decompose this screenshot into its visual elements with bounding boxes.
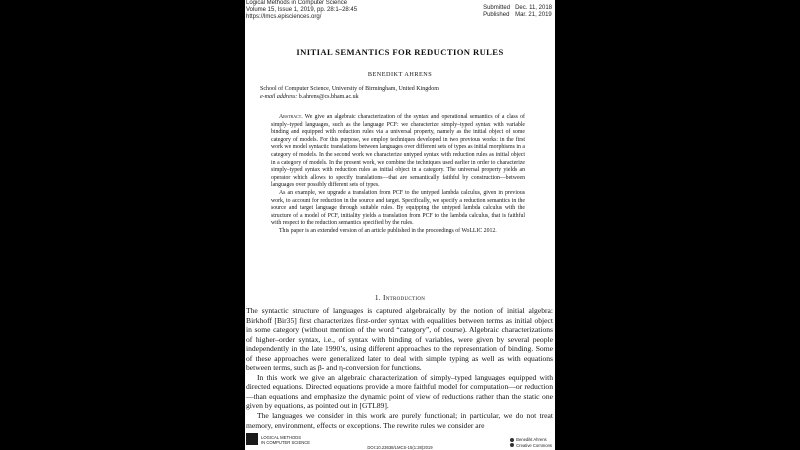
body-text [246, 306, 553, 430]
section-title: Introduction [383, 293, 426, 302]
body-paragraph-1: The syntactic structure of languages is captured algebraically by the notion of initial algebra: Birkhoff [Bir35] first characterizes first-order syntax with equalities between terms as initial object in some category (without mention of the word “category”, of course). Algebraic characterizations of higher–order syntax, i.e., of syntax with binding of variables, were given by several people independently in the late 1990’s, using different approaches to the representation of binding. Some of these approaches were generalized later to deal with simple typing as well as with equations between terms, such as β- and η-conversion for functions. [246, 306, 553, 373]
journal-name: Logical Methods in Computer Science [246, 0, 348, 6]
logo-text [261, 435, 310, 445]
email-address[interactable]: b.ahrens@cs.bham.ac.uk [298, 93, 359, 100]
dates-block [478, 5, 552, 19]
abstract [271, 114, 525, 236]
body-paragraph-3: The languages we consider in this work are purely functional; in particular, we do not treat memory, environment, effects or exceptions. The rewrite rules we consider are [246, 411, 553, 430]
license-block [510, 437, 552, 448]
body-paragraph-2: In this work we give an algebraic characterization of simply–typed languages equipped with directed equations. Directed equations provide a more faithful model for computation—or reduction—than equations and emphasize the dynamic point of view of reductions rather than the static one given by equations, as pointed out in [GTL89]. [246, 372, 553, 411]
abstract-paragraph-3: This paper is an extended version of an article published in the proceedings of WoLLIC 2012. [279, 227, 497, 234]
email-label: e-mail address: [260, 93, 298, 100]
section-number: 1. [374, 293, 381, 302]
submitted-label: Submitted [483, 5, 511, 11]
doi[interactable]: DOI:10.23638/LMCS-15(1:28)2019 [367, 445, 433, 450]
paper-title: INITIAL SEMANTICS FOR REDUCTION RULES [296, 47, 504, 57]
journal-header [246, 0, 357, 21]
abstract-text-1: We give an algebraic characterization of the syntax and operational semantics of a class of simply–typed languages, such as the language PCF: we characterize simply–typed syntax with variable binding and equipped with reduction rules via a universal property, namely as the initial object of some category of models. For this purpose, we employ techniques developed in two previous works: in the first work we model syntactic translations between languages over different sets of types as initial morphisms in a category of models. In the second work we characterize untyped syntax with reduction rules as initial object in a category of models. In the present work, we combine the techniques used earlier in order to characterize simply–typed syntax with reduction rules as initial object in a category. The universal property yields an operator which allows to specify translations—that are semantically faithful by construction—between languages over possibly different sets of types. [271, 114, 525, 189]
email-line [260, 94, 439, 102]
lmcs-logo-icon [246, 433, 258, 445]
paper-author: BENEDIKT AHRENS [367, 71, 433, 78]
page-footer [245, 432, 555, 450]
journal-volume: Volume 15, Issue 1, 2019, pp. 28:1–28:45 [246, 7, 358, 13]
affiliation-block [260, 86, 439, 101]
footer-license[interactable]: Creative Commons [510, 443, 552, 449]
cc-by-icon [510, 438, 514, 442]
logo-line-2: IN COMPUTER SCIENCE [261, 440, 311, 445]
abstract-label: Abstract. [279, 114, 303, 120]
submitted-date: Dec. 11, 2018 [515, 5, 552, 11]
published-label: Published [483, 12, 510, 18]
paper-page [245, 0, 555, 450]
abstract-paragraph-1 [271, 114, 525, 190]
section-heading [245, 293, 555, 302]
footer-author: Benedikt Ahrens [510, 437, 552, 443]
abstract-paragraph-2: As an example, we upgrade a translation from PCF to the untyped lambda calculus, given in previous work, to account for reduction in the source and target. Specifically, we specify a reduction semantics in the source and target language through suitable rules. By equipping the untyped lambda calculus with the structure of a model of PCF, initiality yields a translation from PCF to the lambda calculus, that is faithful with respect to the reduction semantics specified by the rules. [271, 189, 525, 227]
cc-icon [510, 443, 514, 447]
logo-line-1: LOGICAL METHODS [261, 435, 302, 440]
journal-url[interactable]: https://lmcs.episciences.org/ [246, 14, 322, 20]
published-date: Mar. 21, 2019 [515, 12, 552, 18]
affiliation: School of Computer Science, University of Birmingham, United Kingdom [260, 86, 439, 92]
